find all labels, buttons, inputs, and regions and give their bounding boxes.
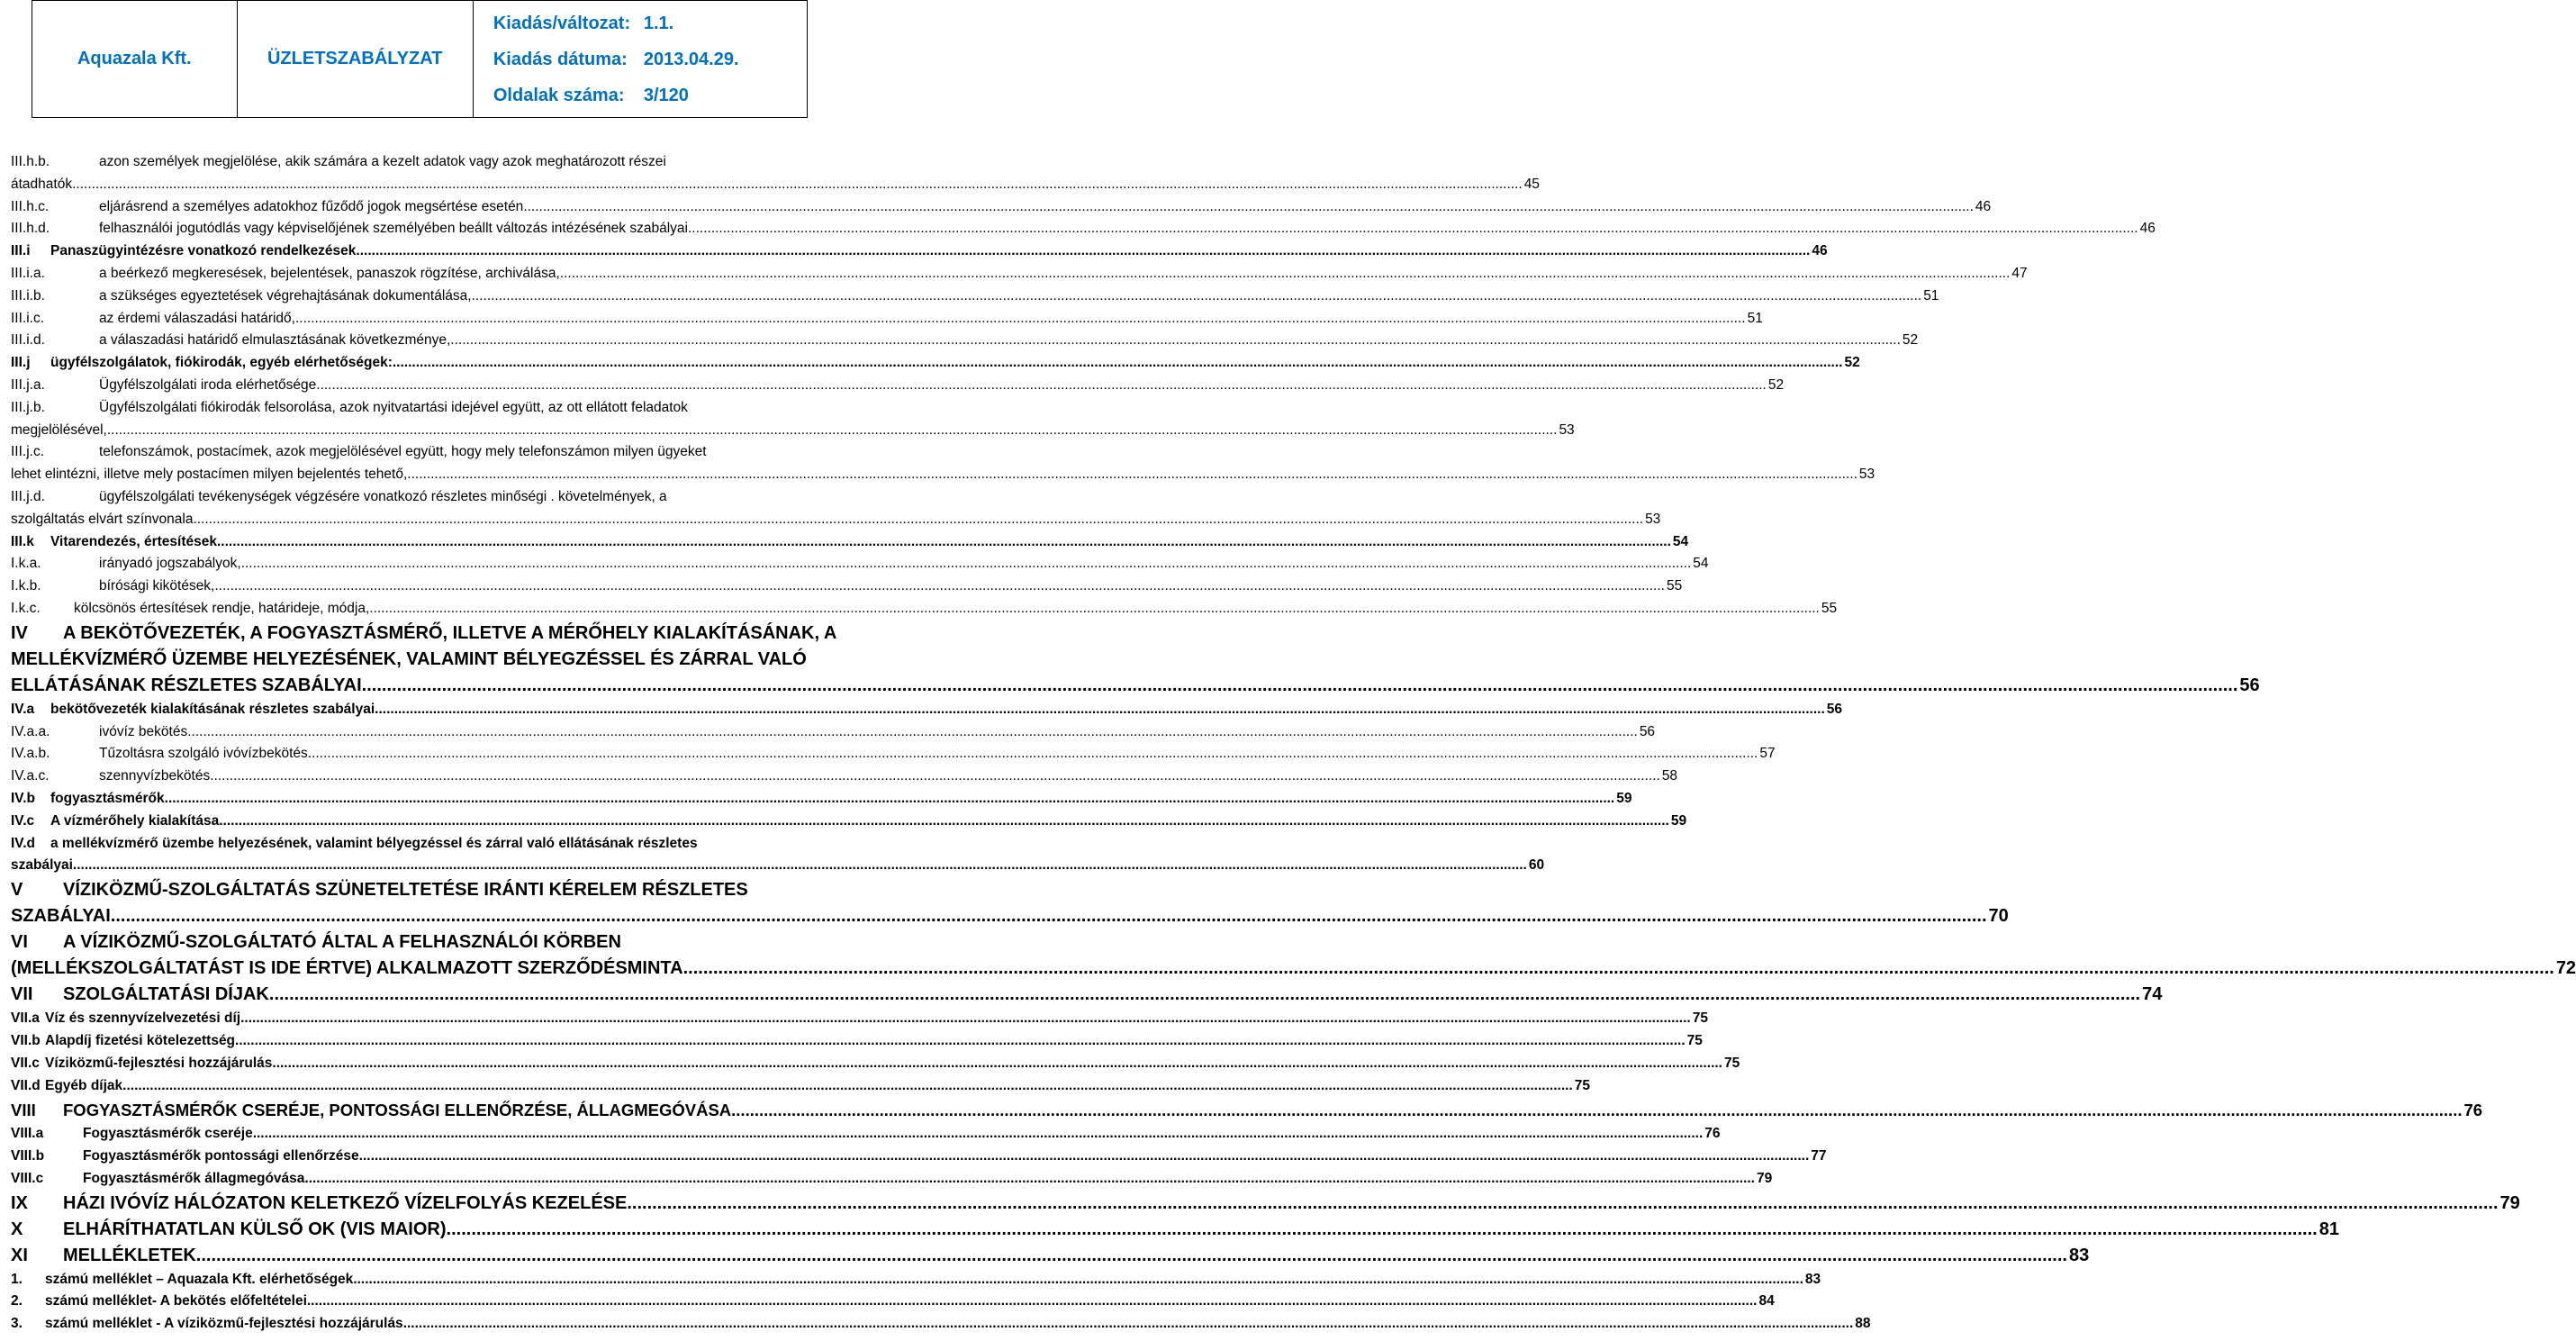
toc-leader: [304, 1168, 1755, 1191]
toc-page: 46: [1812, 243, 1828, 259]
date-value: 2013.04.29.: [643, 49, 739, 69]
document-header: [32, 0, 808, 118]
toc-leader: [72, 174, 1523, 196]
toc-entry[interactable]: [11, 352, 1860, 375]
toc-number: 2.: [11, 1293, 23, 1309]
toc-entry[interactable]: [11, 1291, 1775, 1313]
toc-number: VII.b: [11, 1032, 41, 1048]
toc-number: VIII: [11, 1101, 36, 1120]
date-label: Kiadás dátuma:: [493, 49, 628, 69]
toc-page: 70: [1988, 906, 2009, 927]
toc-leader: [253, 1123, 1704, 1146]
toc-text: A vízmérőhely kialakítása: [50, 812, 220, 829]
toc-page: 46: [1975, 198, 1992, 214]
toc-entry[interactable]: [11, 263, 2028, 285]
toc-entry[interactable]: [11, 553, 1709, 575]
toc-page: 52: [1902, 332, 1919, 349]
toc-page: 77: [1811, 1148, 1827, 1164]
toc-page: 54: [1693, 556, 1709, 572]
toc-text: számú melléklet- A bekötés előfeltételei: [45, 1293, 307, 1309]
toc-number: IV.a: [11, 701, 35, 717]
toc-page: 55: [1821, 600, 1838, 616]
toc-number: IV.b: [11, 790, 35, 806]
toc-text: ügyfélszolgálati tevékenységek végzésére vonatkozó részletes minőségi . követelmények, a: [99, 488, 667, 504]
toc-number: VIII.b: [11, 1148, 45, 1164]
toc-leader: [308, 743, 1758, 766]
toc-number: V: [11, 880, 23, 901]
toc-leader: [360, 240, 1811, 263]
toc-page: 46: [2139, 221, 2156, 237]
toc-page: 59: [1670, 812, 1687, 829]
toc-page: 60: [1528, 857, 1545, 874]
toc-leader: [210, 766, 1660, 788]
toc-entry[interactable]: [11, 531, 1689, 554]
toc-entry[interactable]: [11, 397, 1575, 442]
toc-entry[interactable]: [11, 598, 1838, 621]
toc-entry[interactable]: [11, 743, 1776, 766]
toc-number: I.k.c.: [11, 600, 41, 616]
toc-page: 74: [2142, 984, 2163, 1005]
toc-leader: [731, 1097, 2462, 1123]
toc-leader: [683, 956, 2554, 982]
toc-text: kölcsönös értesítések rendje, határideje, módja,: [74, 600, 370, 616]
toc-entry[interactable]: [11, 833, 1545, 878]
toc-number: I.k.a.: [11, 556, 41, 572]
toc-entry[interactable]: [11, 1313, 1871, 1336]
toc-number: III.j.a.: [11, 376, 45, 393]
toc-page: 59: [1616, 790, 1632, 806]
toc-entry[interactable]: [11, 1269, 1821, 1291]
toc-number: VII.a: [11, 1010, 40, 1027]
toc-text: megjelölésével,: [11, 421, 107, 438]
toc-number: IV: [11, 622, 28, 643]
toc-entry[interactable]: [11, 196, 1992, 219]
toc-page: 55: [1666, 578, 1683, 594]
toc-entry[interactable]: [11, 929, 2576, 982]
toc-leader: [240, 1008, 1691, 1030]
toc-page: 83: [1804, 1271, 1821, 1287]
toc-leader: [450, 330, 1901, 352]
toc-entry[interactable]: [11, 575, 1683, 598]
toc-entry[interactable]: [11, 486, 1661, 531]
toc-page: 53: [1559, 421, 1575, 438]
toc-leader: [359, 1146, 1810, 1168]
toc-entry[interactable]: [11, 721, 1656, 744]
toc-text: bekötővezeték kialakításának részletes szabályai: [50, 701, 375, 717]
toc-text: ivóvíz bekötés: [99, 723, 188, 739]
toc-page: 52: [1767, 376, 1785, 393]
toc-leader: [407, 464, 1857, 486]
toc-text: ELLÁTÁSÁNAK RÉSZLETES SZABÁLYAI.: [11, 675, 367, 695]
toc-page: 47: [2011, 265, 2028, 281]
pages-value: 3/120: [643, 85, 689, 105]
toc-page: 51: [1923, 287, 1939, 304]
toc-text: irányadó jogszabályok,: [99, 556, 241, 572]
toc-entry[interactable]: [11, 766, 1678, 788]
toc-text: bírósági kikötések,: [99, 578, 215, 594]
toc-text: Víziközmű-fejlesztési hozzájárulás: [45, 1055, 273, 1071]
toc-text: szennyvízbekötés: [99, 768, 211, 784]
meta-cell: [473, 1, 807, 118]
toc-number: 1.: [11, 1271, 23, 1287]
toc-entry[interactable]: [11, 285, 1939, 308]
toc-entry[interactable]: [11, 1053, 1740, 1075]
toc-page: 88: [1855, 1316, 1871, 1332]
toc-number: III.i.b.: [11, 287, 45, 304]
toc-entry[interactable]: [11, 982, 2163, 1008]
toc-entry[interactable]: [11, 1168, 1773, 1191]
toc-number: IV.a.b.: [11, 746, 50, 762]
toc-page: 51: [1747, 310, 1763, 326]
document-title: ÜZLETSZABÁLYZAT: [267, 49, 443, 68]
toc-number: III.h.c.: [11, 198, 50, 214]
toc-text: az érdemi válaszadási határidő,: [99, 310, 295, 326]
toc-leader: [369, 598, 1820, 621]
toc-page: 53: [1858, 467, 1876, 483]
toc-number: IX: [11, 1192, 28, 1213]
toc-number: IV.d: [11, 835, 35, 851]
toc-text: Alapdíj fizetési kötelezettség: [45, 1032, 236, 1048]
toc-number: 3.: [11, 1316, 23, 1332]
toc-text: (MELLÉKSZOLGÁLTATÁST IS IDE ÉRTVE) ALKALMAZOTT SZERZŐDÉSMINTA: [11, 958, 683, 979]
toc-text: Egyéb díjak: [45, 1077, 123, 1093]
toc-text: a válaszadási határidő elmulasztásának következménye,: [99, 332, 451, 349]
date-line: [474, 41, 807, 77]
toc-page: 79: [1756, 1170, 1773, 1186]
toc-text: ELHÁRÍTHATATLAN KÜLSŐ OK (VIS MAIOR): [63, 1219, 447, 1239]
toc-leader: [523, 196, 1974, 219]
toc-text: Víz és szennyvízelvezetési díj: [45, 1010, 241, 1027]
toc-leader: [107, 420, 1558, 442]
toc-number: VIII.c: [11, 1170, 44, 1186]
toc-leader: [295, 308, 1746, 331]
toc-entry[interactable]: [11, 1191, 2520, 1217]
toc-leader: [196, 1243, 2067, 1269]
toc-leader: [393, 352, 1843, 375]
toc-page: 83: [2068, 1245, 2090, 1265]
toc-page: 56: [1639, 723, 1656, 739]
version-value: 1.1.: [643, 13, 674, 33]
toc-text: Panaszügyintézésre vonatkozó rendelkezések.: [50, 243, 360, 259]
toc-page: 56: [1826, 701, 1842, 717]
toc-entry[interactable]: [11, 330, 1919, 352]
toc-entry[interactable]: [11, 441, 1876, 486]
toc-text: Fogyasztásmérők pontossági ellenőrzése: [83, 1148, 359, 1164]
toc-page: 75: [1574, 1077, 1590, 1093]
toc-text: felhasználói jogutódlás vagy képviselőjének személyében beállt változás intézésének szabályai: [99, 221, 688, 237]
toc-number: XI: [11, 1245, 28, 1265]
table-of-contents: [11, 151, 2576, 1336]
toc-text: Ügyfélszolgálati fiókirodák felsorolása, azok nyitvatartási idejével együtt, az ott ellátott feladatok: [99, 399, 688, 415]
toc-number: VI: [11, 932, 28, 953]
toc-number: III.j.c.: [11, 444, 45, 460]
toc-leader: [269, 982, 2140, 1008]
toc-page: 54: [1672, 533, 1689, 549]
toc-text: Fogyasztásmérők cseréje: [83, 1126, 253, 1142]
toc-text: Fogyasztásmérők állagmegóvása: [83, 1170, 305, 1186]
toc-leader: [241, 553, 1692, 575]
toc-entry[interactable]: [11, 375, 1785, 397]
toc-entry[interactable]: [11, 1008, 1708, 1030]
toc-leader: [472, 285, 1922, 308]
toc-text: telefonszámok, postacímek, azok megjelölésével együtt, hogy mely telefonszámon milyen ügyeket: [99, 444, 707, 460]
toc-number: III.h.b.: [11, 154, 50, 169]
toc-entry[interactable]: [11, 1217, 2339, 1243]
toc-leader: [316, 375, 1767, 397]
toc-leader: [375, 699, 1825, 721]
toc-text: számú melléklet - A víziközmű-fejlesztési hozzájárulás: [45, 1316, 403, 1332]
toc-page: 79: [2499, 1192, 2520, 1213]
toc-entry[interactable]: [11, 240, 1828, 263]
toc-page: 58: [1661, 768, 1678, 784]
toc-page: 84: [1758, 1293, 1775, 1309]
toc-entry[interactable]: [11, 1123, 1721, 1146]
toc-page: 72: [2555, 958, 2576, 979]
toc-text: Vitarendezés, értesítések.: [50, 533, 221, 549]
toc-text: fogyasztásmérők: [50, 790, 165, 806]
toc-page: 53: [1645, 511, 1661, 527]
toc-text: Ügyfélszolgálati iroda elérhetősége: [99, 376, 317, 393]
toc-page: 76: [2463, 1101, 2483, 1120]
toc-number: III.i.d.: [11, 332, 45, 349]
version-line: [474, 5, 807, 41]
toc-leader: [115, 903, 1986, 929]
toc-text: számú melléklet – Aquazala Kft. elérhetőségek: [45, 1271, 354, 1287]
toc-text: azon személyek megjelölése, akik számára a kezelt adatok vagy azok meghatározott részei: [99, 154, 666, 169]
toc-page: 52: [1844, 355, 1860, 371]
toc-number: III.i: [11, 243, 31, 259]
toc-number: III.h.d.: [11, 221, 50, 237]
toc-page: 45: [1523, 176, 1540, 192]
toc-entry[interactable]: [11, 621, 2260, 699]
toc-text: SZABÁLYAI.: [11, 906, 116, 927]
toc-entry[interactable]: [11, 1030, 1703, 1053]
toc-entry[interactable]: [11, 699, 1842, 721]
toc-text: átadhatók: [11, 176, 73, 192]
toc-entry[interactable]: [11, 218, 2156, 240]
toc-text: szolgáltatás elvárt színvonala: [11, 511, 194, 527]
toc-entry[interactable]: [11, 308, 1763, 331]
pages-line: [474, 77, 807, 113]
toc-leader: [187, 721, 1638, 744]
version-label: Kiadás/változat:: [493, 13, 631, 33]
toc-leader: [77, 855, 1527, 877]
toc-leader: [221, 531, 1671, 554]
toc-text: Tűzoltásra szolgáló ivóvízbekötés: [99, 746, 308, 762]
toc-leader: [447, 1217, 2318, 1243]
toc-text: a beérkező megkeresések, bejelentések, panaszok rögzítése, archiválása,: [99, 265, 560, 281]
toc-entry[interactable]: [11, 877, 2009, 929]
toc-text: SZOLGÁLTATÁSI DÍJAK: [63, 984, 269, 1005]
toc-text: ügyfélszolgálatok, fiókirodák, egyéb elérhetőségek:: [50, 355, 393, 371]
toc-leader: [193, 509, 1643, 531]
toc-entry[interactable]: [11, 151, 1540, 196]
toc-entry[interactable]: [11, 1146, 1827, 1168]
toc-page: 81: [2318, 1219, 2339, 1239]
toc-leader: [627, 1191, 2498, 1217]
pages-label: Oldalak száma:: [493, 85, 625, 105]
toc-page: 75: [1723, 1055, 1740, 1071]
toc-leader: [403, 1313, 1854, 1336]
toc-number: X: [11, 1219, 23, 1239]
toc-leader: [307, 1291, 1758, 1313]
toc-entry[interactable]: [11, 1243, 2090, 1269]
toc-number: III.i.a.: [11, 265, 45, 281]
toc-number: VII: [11, 984, 33, 1005]
toc-text: lehet elintézni, illetve mely postacímen milyen bejelentés tehető,: [11, 467, 408, 483]
toc-number: III.k: [11, 533, 34, 549]
toc-number: III.j: [11, 355, 31, 371]
toc-text: a szükséges egyeztetések végrehajtásának dokumentálása,: [99, 287, 472, 304]
company-cell: [32, 1, 238, 118]
toc-number: I.k.b.: [11, 578, 41, 594]
company-name: Aquazala Kft.: [77, 49, 192, 68]
toc-text: MELLÉKLETEK: [63, 1245, 196, 1265]
toc-leader: [122, 1075, 1573, 1098]
toc-text: HÁZI IVÓVÍZ HÁLÓZATON KELETKEZŐ VÍZELFOLYÁS KEZELÉSE: [63, 1192, 628, 1213]
toc-number: VIII.a: [11, 1126, 44, 1142]
toc-entry[interactable]: [11, 1097, 2483, 1123]
toc-number: III.j.b.: [11, 399, 45, 415]
toc-leader: [219, 811, 1669, 833]
toc-number: IV.a.a.: [11, 723, 50, 739]
toc-leader: [235, 1030, 1686, 1053]
toc-leader: [272, 1053, 1722, 1075]
toc-text: A BEKÖTŐVEZETÉK, A FOGYASZTÁSMÉRŐ, ILLETVE A MÉRŐHELY KIALAKÍTÁSÁNAK, A: [63, 622, 837, 643]
toc-text: szabályai.: [11, 857, 77, 874]
toc-text: MELLÉKVÍZMÉRŐ ÜZEMBE HELYEZÉSÉNEK, VALAMINT BÉLYEGZÉSSEL ÉS ZÁRRAL VALÓ: [11, 648, 807, 669]
toc-number: IV.a.c.: [11, 768, 50, 784]
toc-number: III.j.d.: [11, 488, 45, 504]
toc-leader: [560, 263, 2011, 285]
toc-leader: [165, 788, 1615, 811]
toc-leader: [214, 575, 1665, 598]
toc-page: 57: [1759, 746, 1776, 762]
toc-page: 75: [1692, 1010, 1708, 1027]
toc-page: 56: [2239, 675, 2260, 695]
toc-text: eljárásrend a személyes adatokhoz fűződő jogok megsértése esetén: [99, 198, 524, 214]
toc-text: a mellékvízmérő üzembe helyezésének, valamint bélyegzéssel és zárral való ellátásának részletes: [50, 835, 698, 851]
toc-entry[interactable]: [11, 1075, 1590, 1098]
toc-text: FOGYASZTÁSMÉRŐK CSERÉJE, PONTOSSÁGI ELLENŐRZÉSE, ÁLLAGMEGÓVÁSA: [63, 1101, 732, 1120]
toc-text: VÍZIKÖZMŰ-SZOLGÁLTATÁS SZÜNETELTETÉSE IRÁNTI KÉRELEM RÉSZLETES: [63, 880, 748, 901]
toc-page: 76: [1704, 1126, 1721, 1142]
toc-leader: [366, 673, 2237, 699]
toc-number: IV.c: [11, 812, 35, 829]
toc-entry[interactable]: [11, 788, 1632, 811]
title-cell: [237, 1, 473, 118]
toc-entry[interactable]: [11, 811, 1687, 833]
toc-text: A VÍZIKÖZMŰ-SZOLGÁLTATÓ ÁLTAL A FELHASZNÁLÓI KÖRBEN: [63, 932, 621, 953]
toc-number: III.i.c.: [11, 310, 45, 326]
toc-number: VII.d: [11, 1077, 41, 1093]
toc-leader: [353, 1269, 1803, 1291]
toc-leader: [688, 218, 2138, 240]
toc-number: VII.c: [11, 1055, 40, 1071]
toc-page: 75: [1686, 1032, 1703, 1048]
